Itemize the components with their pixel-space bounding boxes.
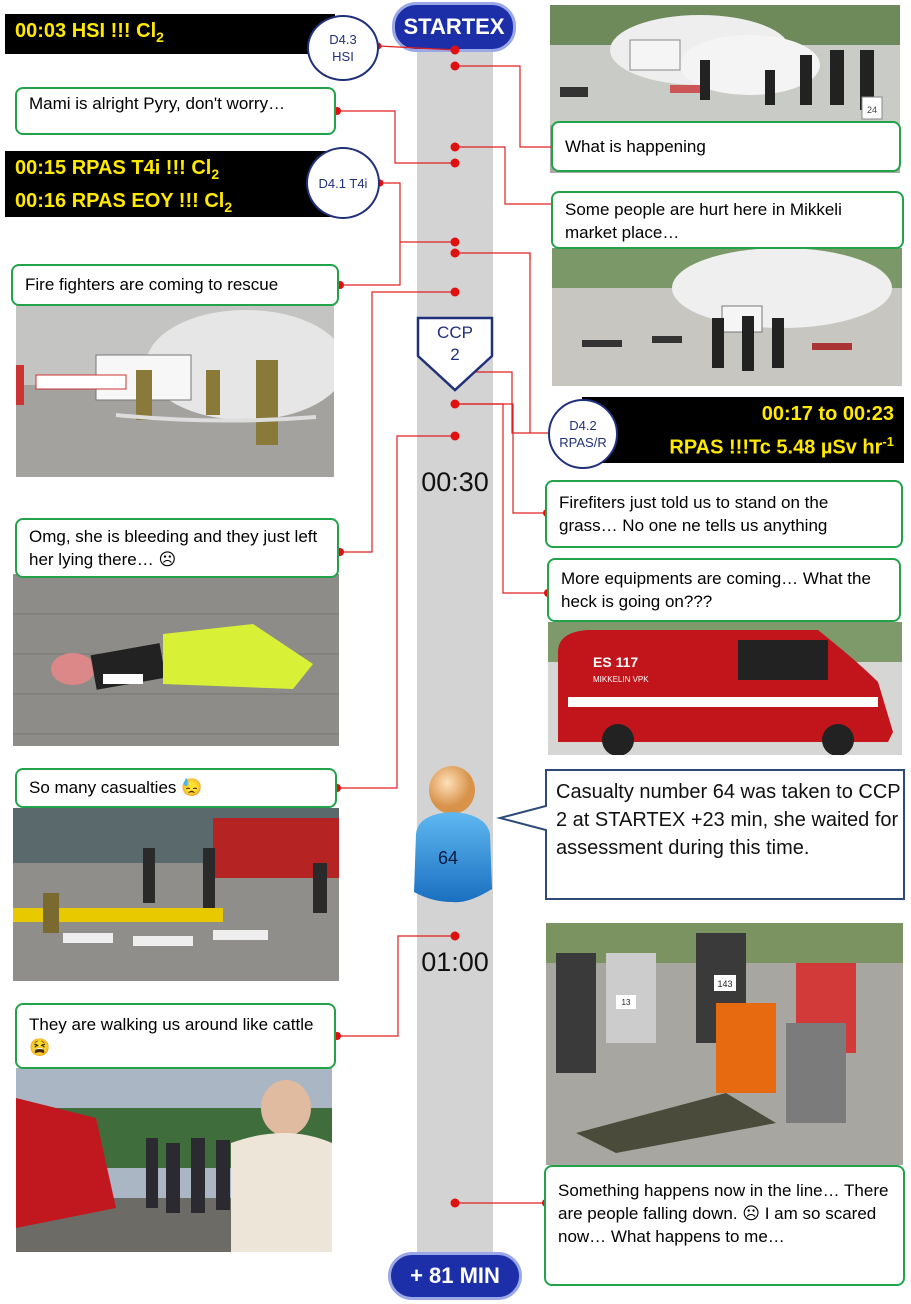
time-mark-30: 00:30 <box>421 467 489 497</box>
alert-t4i-line2: 00:16 RPAS EOY !!! Cl <box>15 190 225 212</box>
badge-d43-top: D4.3 <box>329 32 357 47</box>
alert-t4i-line2-sub: 2 <box>224 199 233 215</box>
ccp-label: CCP <box>437 323 473 342</box>
alert-hsi-sub: 2 <box>156 29 164 45</box>
message-equipments: More equipments are coming… What the heck is going on??? <box>547 558 901 622</box>
message-people-hurt: Some people are hurt here in Mikkeli market place… <box>551 191 904 249</box>
badge-d42-rpas <box>548 399 618 469</box>
ccp-number: 2 <box>450 345 460 364</box>
message-mami: Mami is alright Pyry, don't worry… <box>15 87 336 135</box>
alert-rpas <box>582 397 904 463</box>
badge-d41-t4i <box>306 147 380 219</box>
timeline-dot <box>451 62 460 71</box>
alert-hsi-text: 00:03 HSI !!! Cl <box>15 20 157 42</box>
time-mark-60: 01:00 <box>421 947 489 977</box>
timeline-dot <box>451 400 460 409</box>
photo-bib-13: 13 <box>621 998 631 1007</box>
alert-t4i-line1: 00:15 RPAS T4i !!! Cl <box>15 157 212 179</box>
timeline-dot <box>451 46 460 55</box>
startex-label: STARTEX <box>392 2 516 52</box>
casualty-number: 64 <box>437 848 459 868</box>
timeline-dot <box>451 159 460 168</box>
message-falling: Something happens now in the line… There are people falling down. ☹ I am so scared now… What happens to me… <box>544 1165 905 1286</box>
photo-bib-24: 24 <box>866 105 878 115</box>
end-label: + 81 MIN <box>388 1252 522 1300</box>
alert-t4i-line1-sub: 2 <box>211 166 220 182</box>
person-icon <box>408 764 500 906</box>
alert-t4i <box>5 151 338 217</box>
casualty-note: Casualty number 64 was taken to CCP 2 at STARTEX +23 min, she waited for assessment during this time. <box>556 781 901 859</box>
timeline-dot <box>451 1199 460 1208</box>
badge-d43-hsi <box>307 15 379 81</box>
photo-van-sub: MIKKELIN VPK <box>593 675 649 684</box>
badge-d42-top: D4.2 <box>569 418 597 433</box>
message-bleeding: Omg, she is bleeding and they just left her lying there… ☹ <box>15 518 339 578</box>
message-grass: Firefiters just told us to stand on the grass… No one ne tells us anything <box>545 480 903 548</box>
timeline-dot <box>451 932 460 941</box>
timeline-dot <box>451 238 460 247</box>
alert-rpas-line1: 00:17 to 00:23 <box>761 403 894 425</box>
timeline-dot <box>451 249 460 258</box>
photo-van-number: ES 117 <box>593 654 639 670</box>
badge-d41-label: D4.1 T4i <box>318 175 368 191</box>
message-cattle: They are walking us around like cattle 😫 <box>15 1003 336 1069</box>
badge-d43-bottom: HSI <box>332 49 354 64</box>
badge-d42-bottom: RPAS/R <box>559 435 607 450</box>
alert-rpas-line2: RPAS !!!Tc 5.48 µSv hr <box>669 436 883 459</box>
message-casualties: So many casualties 😓 <box>15 768 337 808</box>
message-what-happening: What is happening <box>551 121 901 172</box>
timeline-dot <box>451 143 460 152</box>
timeline-dot <box>451 288 460 297</box>
message-firefighters: Fire fighters are coming to rescue <box>11 264 339 306</box>
alert-hsi <box>5 14 335 54</box>
timeline-dot <box>451 432 460 441</box>
ccp-marker <box>416 316 494 392</box>
alert-rpas-sup: -1 <box>882 434 894 449</box>
photo-bib-143: 143 <box>717 979 733 989</box>
